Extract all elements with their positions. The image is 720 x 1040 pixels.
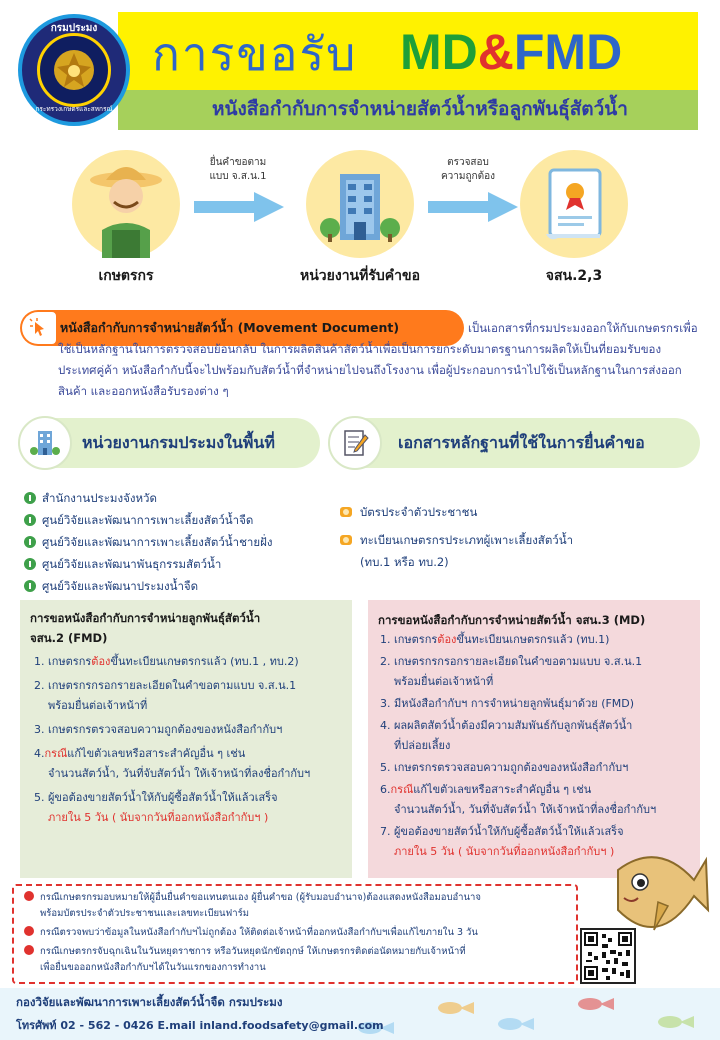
note-item: [24, 944, 566, 960]
bullet-icon: [24, 926, 34, 936]
fmd-step-3: 3. เกษตรกรตรวจสอบความถูกต้องของหนังสือกำกับฯ: [34, 723, 283, 736]
fmd-step-2-cont: พร้อมยื่นต่อเจ้าหน้าที่: [48, 699, 148, 712]
flow-step-agency: หน่วยงานที่รับคำขอ: [300, 268, 420, 284]
md-step-4-cont: ที่ปล่อยเลี้ยง: [394, 739, 451, 752]
page-title-thai: การขอรับ: [152, 27, 358, 81]
notes-box: [12, 884, 578, 984]
md-procedure-box: [368, 600, 700, 878]
list-item: [24, 532, 324, 552]
step-emphasis: ภายใน 5 วัน: [394, 845, 455, 858]
seal-top-text: กรมประมง: [50, 23, 98, 34]
step-text: ขึ้นทะเบียนเกษตรกรแล้ว (ทบ.1 , ทบ.2): [110, 655, 299, 668]
document-item-label: ทะเบียนเกษตรกรประเภทผู้เพาะเลี้ยงสัตว์น้ำ: [360, 533, 574, 547]
arrow-note-1: [188, 156, 288, 184]
step-emphasis: ต้อง: [437, 633, 457, 646]
documents-list: [340, 502, 702, 572]
step-emphasis: ( นับจากวันที่ออกหนังสือกำกับฯ ): [111, 811, 269, 824]
arrow-note-1-line2: แบบ จ.ส.น.1: [209, 171, 267, 182]
list-item: [340, 530, 702, 550]
building-icon: [18, 416, 72, 470]
document-item-note: (ทบ.1 หรือ ทบ.2): [360, 555, 449, 569]
fmd-box-heading-line1: การขอหนังสือกำกับการจำหน่ายลูกพันธุ์สัตว์น้ำ: [30, 611, 261, 625]
agency-item-label: ศูนย์วิจัยและพัฒนาพันธุกรรมสัตว์น้ำ: [42, 557, 222, 571]
flow-step-farmer: เกษตรกร: [98, 268, 154, 284]
pin-icon: [24, 580, 36, 592]
fmd-step-2: 2. เกษตรกรกรอกรายละเอียดในคำขอตามแบบ จ.ส.น.1: [34, 679, 297, 692]
note-text: กรณีตรวจพบว่าข้อมูลในหนังสือกำกับฯไม่ถูกต้อง ให้ติดต่อเจ้าหน้าที่ออกหนังสือกำกับฯเพื่อแก้ไขภายใน 3 วัน: [40, 927, 478, 938]
step-emphasis: ต้อง: [91, 655, 111, 668]
arrow-note-2: [418, 156, 518, 184]
step-text: 4.: [34, 747, 45, 760]
bullet-icon: [340, 535, 352, 545]
fmd-box-heading-line2: จสน.2 (FMD): [30, 631, 108, 645]
note-item-cont: พร้อมบัตรประจำตัวประชาชนและเลขทะเบียนฟาร์ม: [40, 908, 249, 919]
step-emphasis: ( นับจากวันที่ออกหนังสือกำกับฯ ): [457, 845, 615, 858]
agency-item-label: สำนักงานประมงจังหวัด: [42, 491, 157, 505]
md-step-2-cont: พร้อมยื่นต่อเจ้าหน้าที่: [394, 675, 494, 688]
title-fmd-part: FMD: [513, 24, 623, 80]
bullet-icon: [340, 507, 352, 517]
building-icon: [306, 150, 414, 258]
step-emphasis: กรณี: [44, 747, 68, 760]
bullet-icon: [24, 891, 34, 901]
note-text: กรณีเกษตรกรจับฉุกเฉินในวันหยุดราชการ หรือวันหยุดนักขัตฤกษ์ ให้เกษตรกรติดต่อนัดหมายกับเจ้าหน้าที่: [40, 946, 466, 957]
farmer-icon: [72, 150, 180, 258]
pin-icon: [24, 514, 36, 526]
step-text: 1. เกษตรกร: [380, 633, 438, 646]
arrow-note-1-line1: ยื่นคำขอตาม: [209, 157, 267, 168]
movement-doc-description: เป็นเอกสารที่กรมประมงออกให้กับเกษตรกรเพื่อใช้เป็นหลักฐานในการตรวจสอบย้อนกลับ ในการผลิตสินค้าสัตว์น้ำเพื่อเป็นการยกระดับมาตรฐานการผลิตให้เป็นที่ยอมรับของประเทศคู่ค้า หนังสือกำกับนี้จะไปพร้อมกับสัตว์น้ำที่จำหน่ายไปจนถึงโรงงาน เพื่อผู้ประกอบการนำไปใช้เป็นหลักฐานในการส่งออกสินค้า และออกหนังสือรับรองต่าง ๆ: [58, 321, 698, 398]
agencies-list: [24, 488, 324, 596]
arrow-note-2-line2: ความถูกต้อง: [440, 171, 495, 182]
step-emphasis: ภายใน 5 วัน: [48, 811, 109, 824]
fmd-step-5-cont: [34, 808, 342, 828]
farmer-circle: [72, 150, 180, 258]
note-text: กรณีเกษตรกรมอบหมายให้ผู้อื่นยื่นคำขอแทนตนเอง ผู้ยื่นคำขอ (ผู้รับมอบอำนาจ)ต้องแสดงหนังสือมอบอำนาจ: [40, 892, 481, 903]
arrow-right-icon: [194, 192, 284, 222]
md-step-4: 4. ผลผลิตสัตว์น้ำต้องมีความสัมพันธ์กับลูกพันธุ์สัตว์น้ำ: [380, 719, 633, 732]
step-emphasis: กรณี: [390, 783, 414, 796]
seal-emblem-icon: [37, 33, 111, 107]
footer-contact: โทรศัพท์ 02 - 562 - 0426 E.mail inland.foodsafety@gmail.com: [16, 1019, 384, 1032]
fmd-step-4: [34, 744, 342, 764]
movement-doc-label: หนังสือกำกับการจำหน่ายสัตว์น้ำ (Movement Document): [60, 320, 400, 335]
step-text: แก้ไขตัวเลขหรือสาระสำคัญอื่น ๆ เช่น: [67, 747, 246, 760]
md-step-2: 2. เกษตรกรกรอกรายละเอียดในคำขอตามแบบ จ.ส.น.1: [380, 655, 643, 668]
arrow-right-icon: [428, 192, 518, 222]
md-step-1: [380, 630, 690, 650]
pin-icon: [24, 558, 36, 570]
fmd-procedure-box: [20, 600, 352, 878]
agency-item-label: ศูนย์วิจัยและพัฒนาการเพาะเลี้ยงสัตว์น้ำชายฝั่ง: [42, 535, 273, 549]
flow-step-certificate: จสน.2,3: [545, 268, 603, 284]
md-step-3: 3. มีหนังสือกำกับฯ การจำหน่ายลูกพันธุ์มาด้วย (FMD): [380, 697, 635, 710]
arrow-note-2-line1: ตรวจสอบ: [447, 157, 489, 168]
page-title-md: [400, 22, 622, 82]
pointer-click-icon: [22, 312, 56, 344]
md-step-7: 7. ผู้ขอต้องขายสัตว์น้ำให้กับผู้ซื้อสัตว์น้ำให้แล้วเสร็จ: [380, 825, 624, 838]
title-ampersand: &: [477, 24, 514, 80]
document-item-label: บัตรประจำตัวประชาชน: [360, 505, 478, 519]
md-step-5: 5. เกษตรกรตรวจสอบความถูกต้องของหนังสือกำกับฯ: [380, 761, 629, 774]
step-text: ขึ้นทะเบียนเกษตรกรแล้ว (ทบ.1): [456, 633, 610, 646]
list-item: [340, 502, 702, 522]
step-text: 1. เกษตรกร: [34, 655, 92, 668]
qr-code[interactable]: [580, 928, 636, 984]
note-item-cont: เพื่อยื่นขอออกหนังสือกำกับฯได้ในวันแรกของการทำงาน: [40, 962, 266, 973]
md-step-6: [380, 780, 690, 800]
certificate-icon: [520, 150, 628, 258]
agency-circle: [306, 150, 414, 258]
page-subtitle: หนังสือกำกับการจำหน่ายสัตว์น้ำหรือลูกพันธุ์สัตว์น้ำ: [212, 98, 628, 120]
pin-icon: [24, 492, 36, 504]
document-pen-icon: [328, 416, 382, 470]
list-item: [24, 554, 324, 574]
step-text: แก้ไขตัวเลขหรือสาระสำคัญอื่น ๆ เช่น: [413, 783, 592, 796]
certificate-circle: [520, 150, 628, 258]
bullet-icon: [24, 945, 34, 955]
list-item: [24, 576, 324, 596]
seal-bottom-text: กระทรวงเกษตรและสหกรณ์: [35, 105, 113, 113]
agency-item-label: ศูนย์วิจัยและพัฒนาการเพาะเลี้ยงสัตว์น้ำจืด: [42, 513, 254, 527]
fmd-step-4-cont: จำนวนสัตว์น้ำ, วันที่จับสัตว์น้ำ ให้เจ้าหน้าที่ลงชื่อกำกับฯ: [48, 767, 311, 780]
note-item: [24, 925, 566, 941]
md-box-heading: การขอหนังสือกำกับการจำหน่ายสัตว์น้ำ จสน.3 (MD): [378, 613, 646, 627]
agencies-title: หน่วยงานกรมประมงในพื้นที่: [82, 433, 275, 452]
fmd-step-5: 5. ผู้ขอต้องขายสัตว์น้ำให้กับผู้ซื้อสัตว์น้ำให้แล้วเสร็จ: [34, 791, 278, 804]
footer-organization: กองวิจัยและพัฒนาการเพาะเลี้ยงสัตว์น้ำจืด กรมประมง: [16, 995, 283, 1009]
step-text: 6.: [380, 783, 391, 796]
documents-title: เอกสารหลักฐานที่ใช้ในการยื่นคำขอ: [398, 433, 645, 452]
list-item: [24, 510, 324, 530]
agency-item-label: ศูนย์วิจัยและพัฒนาประมงน้ำจืด: [42, 579, 199, 593]
note-item: [24, 890, 566, 906]
list-item: [24, 488, 324, 508]
md-step-6-cont: จำนวนสัตว์น้ำ, วันที่จับสัตว์น้ำ ให้เจ้าหน้าที่ลงชื่อกำกับฯ: [394, 803, 657, 816]
fmd-step-1: [34, 652, 342, 672]
title-md-part: MD: [400, 24, 478, 80]
pin-icon: [24, 536, 36, 548]
